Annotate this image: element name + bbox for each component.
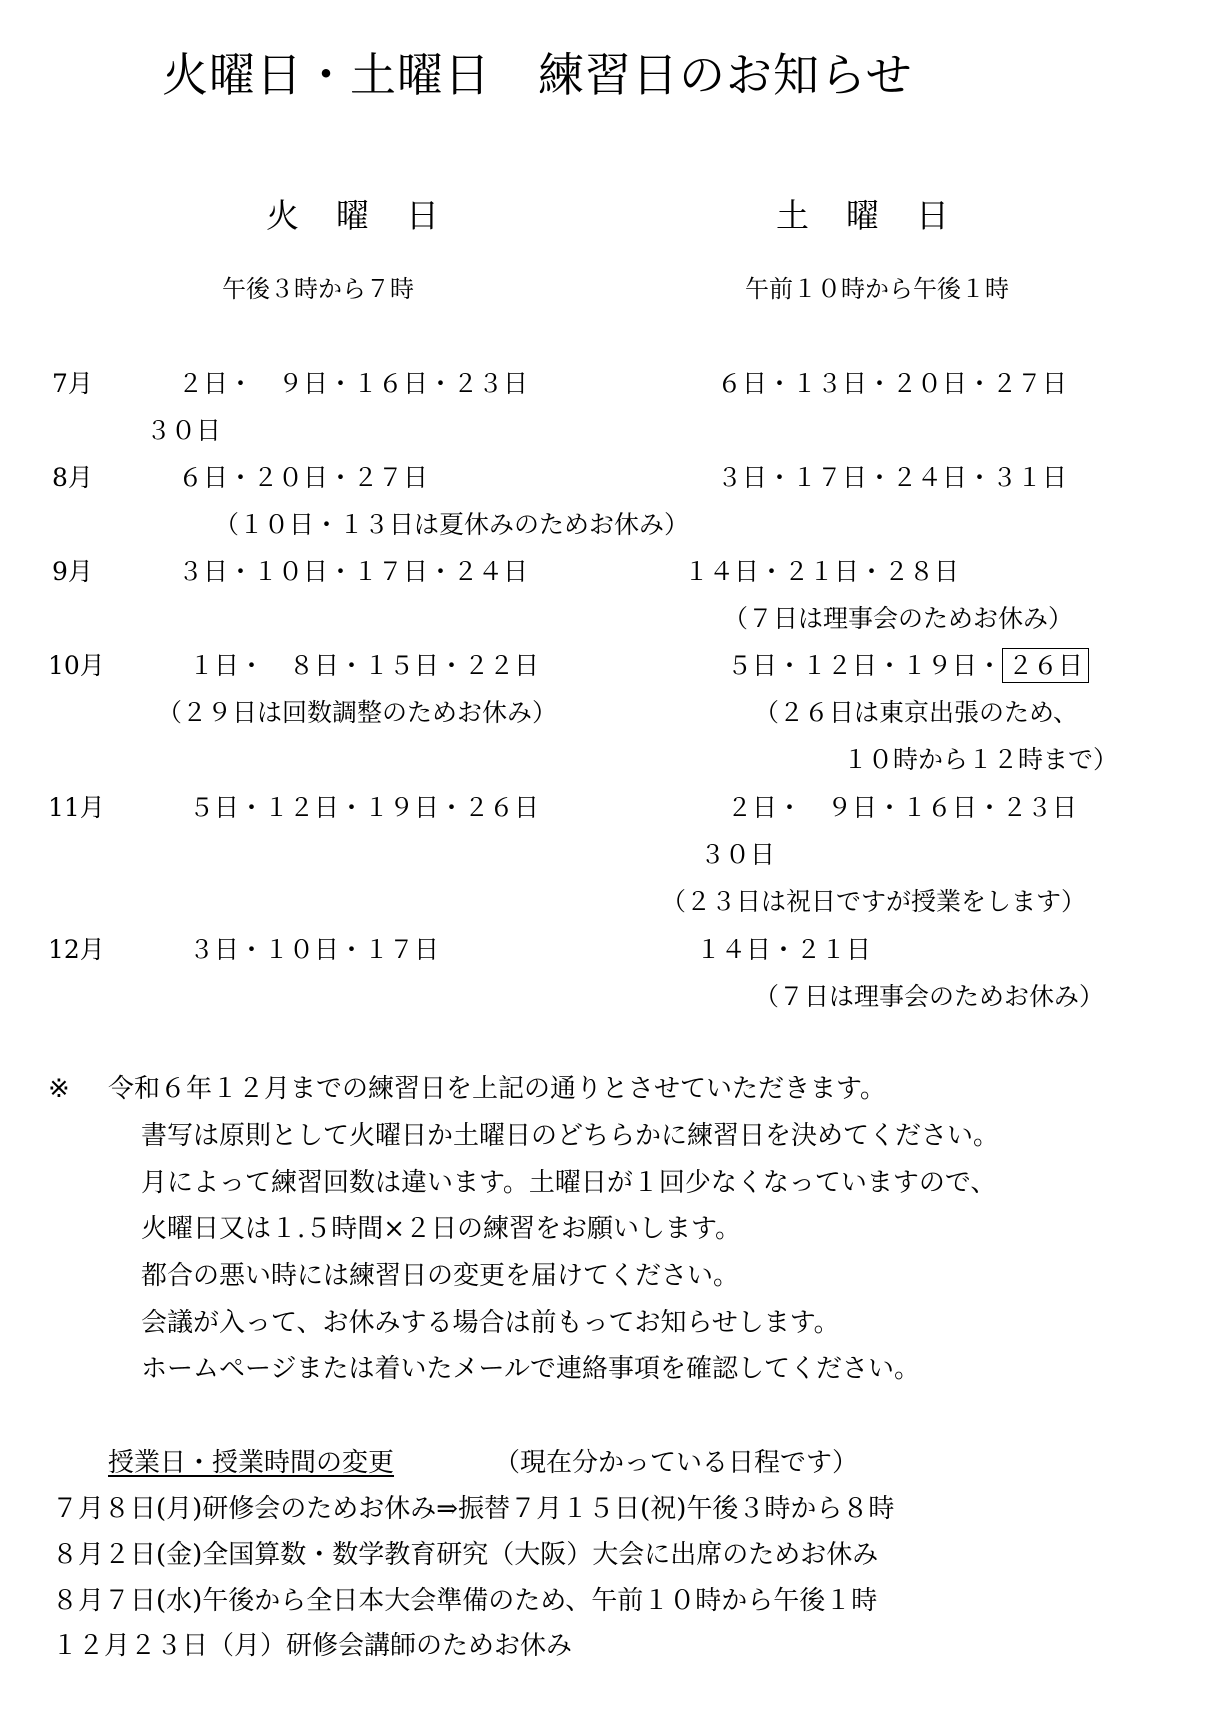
month-label-aug: 8月 [52,463,93,492]
note-mark: ※ [48,1074,70,1104]
dec-saturday-note: （７日は理事会のためお休み） [754,982,1105,1011]
aug-tuesday-dates: ６日・２０日・２７日 [178,463,429,492]
note-line: 月によって練習回数は違います。土曜日が１回少なくなっていますので、 [141,1168,997,1198]
month-label-dec: 12月 [48,935,105,964]
oct-saturday-boxed-date: ２６日 [1002,648,1089,683]
jul-tuesday-extra: ３０日 [146,416,222,445]
dec-tuesday-dates: ３日・１０日・１７日 [189,935,440,964]
sep-saturday-dates: １４日・２１日・２８日 [684,557,960,586]
change-item: ８月２日(金)全国算数・数学教育研究（大阪）大会に出席のためお休み [52,1540,879,1570]
note-line: 書写は原則として火曜日か土曜日のどちらかに練習日を決めてください。 [141,1121,1000,1151]
tuesday-column-heading: 火 曜 日 [266,196,441,235]
note-line: 令和６年１２月までの練習日を上記の通りとさせていただきます。 [108,1074,886,1104]
change-item: ８月７日(水)午後から全日本大会準備のため、午前１０時から午後１時 [52,1586,878,1616]
oct-tuesday-dates: １日・ ８日・１５日・２２日 [189,651,540,680]
month-label-nov: 11月 [48,793,105,822]
jul-tuesday-dates: ２日・ ９日・１６日・２３日 [178,369,529,398]
change-item: １２月２３日（月）研修会講師のためお休み [52,1631,573,1661]
note-line: 都合の悪い時には練習日の変更を届けてください。 [141,1261,740,1291]
dec-saturday-dates: １４日・２１日 [696,935,872,964]
aug-saturday-dates: ３日・１７日・２４日・３１日 [717,463,1068,492]
oct-saturday-note-2: １０時から１２時まで） [843,745,1119,774]
oct-saturday-dates: ５日・１２日・１９日・ ２６日 [727,653,1089,678]
oct-tuesday-note: （２９日は回数調整のためお休み） [157,698,558,727]
jul-saturday-dates: ６日・１３日・２０日・２７日 [717,369,1068,398]
note-line: ホームページまたは着いたメールで連絡事項を確認してください。 [141,1354,920,1384]
nov-tuesday-dates: ５日・１２日・１９日・２６日 [189,793,540,822]
tuesday-time: 午後３時から７時 [222,275,414,303]
month-label-sep: 9月 [52,557,93,586]
page-title: 火曜日・土曜日 練習日のお知らせ [162,48,913,102]
saturday-column-heading: 土 曜 日 [776,196,951,235]
nov-saturday-note: （２３日は祝日ですが授業をします） [661,887,1087,916]
nov-saturday-extra: ３０日 [700,840,776,869]
changes-heading: 授業日・授業時間の変更 [108,1448,395,1478]
change-item: ７月８日(月)研修会のためお休み⇒振替７月１５日(祝)午後３時から８時 [52,1494,895,1524]
nov-saturday-dates: ２日・ ９日・１６日・２３日 [727,793,1078,822]
aug-tuesday-note: （１０日・１３日は夏休みのためお休み） [214,510,690,539]
changes-heading-note: （現在分かっている日程です） [494,1448,859,1478]
sep-tuesday-dates: ３日・１０日・１７日・２４日 [178,557,529,586]
month-label-jul: 7月 [52,369,93,398]
note-line: 会議が入って、お休みする場合は前もってお知らせします。 [141,1308,840,1338]
oct-saturday-note-1: （２６日は東京出張のため、 [754,698,1079,727]
sep-saturday-note: （７日は理事会のためお休み） [723,604,1074,633]
saturday-time: 午前１０時から午後１時 [745,275,1009,303]
note-line: 火曜日又は１.５時間×２日の練習をお願いします。 [141,1214,741,1244]
month-label-oct: 10月 [48,651,105,680]
